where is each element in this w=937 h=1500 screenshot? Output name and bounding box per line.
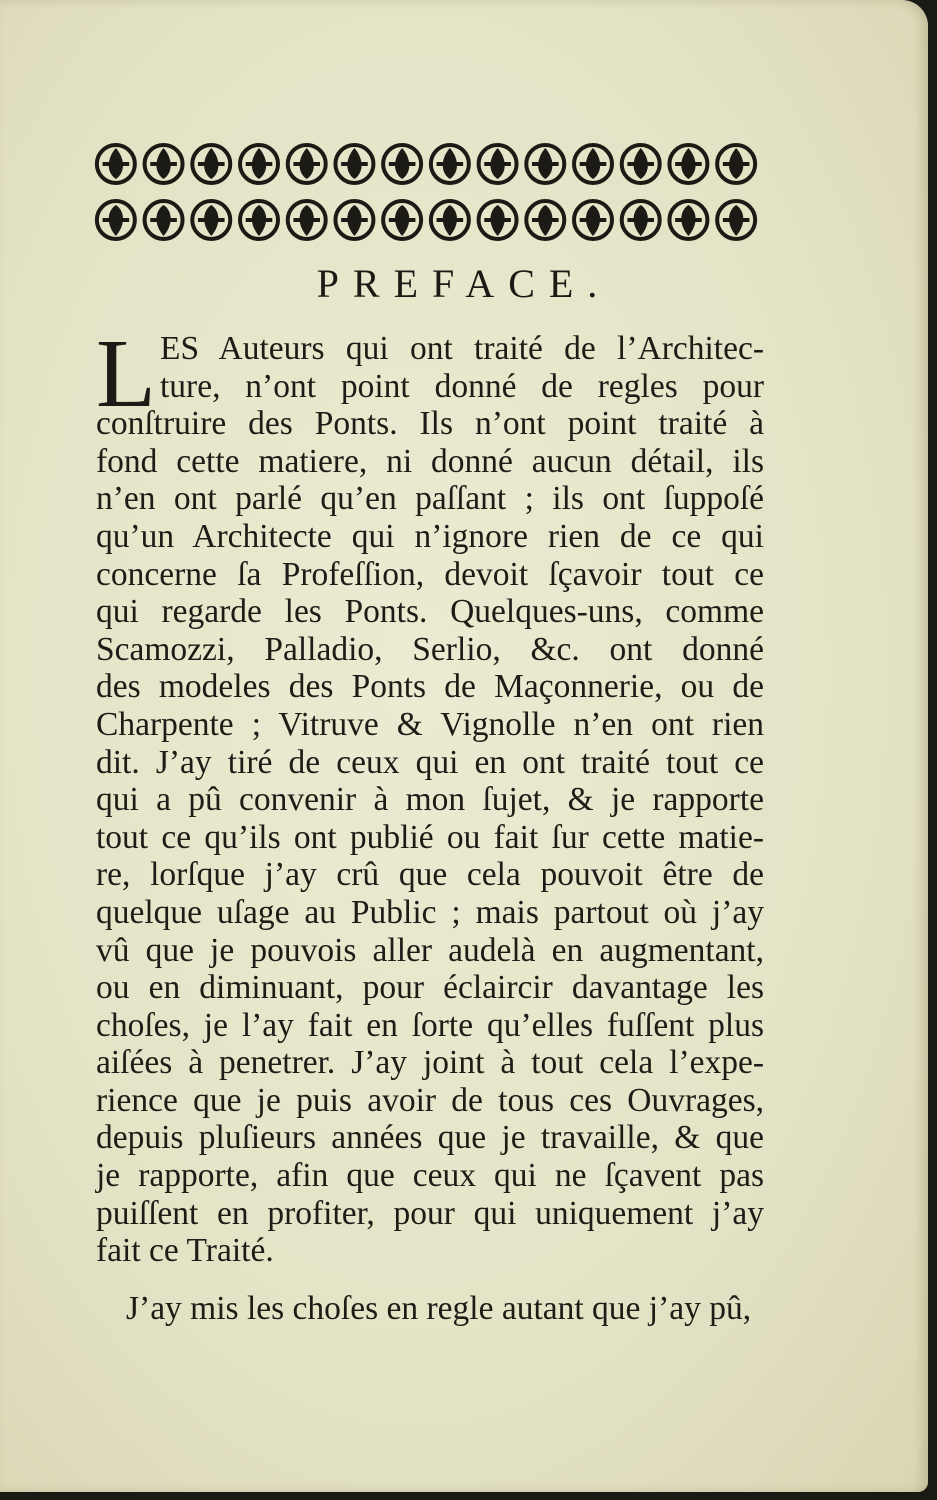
ornamental-header-band	[92, 136, 760, 248]
text-line: choſes, je l’ay fait en ſorte qu’elles fuſſent plus	[96, 1006, 764, 1044]
text-line: je rapporte, afin que ceux qui ne ſçavent pas	[96, 1157, 764, 1195]
text-line: vû que je pouvois aller audelà en augmentant,	[96, 931, 764, 969]
text-line: concerne ſa Profeſſion, devoit ſçavoir tout ce	[96, 555, 764, 593]
text-line: des modeles des Ponts de Maçonnerie, ou de	[96, 668, 764, 706]
text-line: Charpente ; Vitruve & Vignolle n’en ont rien	[96, 705, 764, 743]
text-line: qui a pû convenir à mon ſujet, & je rapporte	[96, 781, 764, 819]
text-line: ou en diminuant, pour éclaircir davantage les	[96, 969, 764, 1007]
text-line: rience que je puis avoir de tous ces Ouvrages,	[96, 1081, 764, 1119]
paragraph-2: J’ay mis les choſes en regle autant que j’ay pû,	[126, 1290, 752, 1327]
text-line: qu’un Architecte qui n’ignore rien de ce qui	[96, 517, 764, 555]
text-line: n’en ont parlé qu’en paſſant ; ils ont ſuppoſé	[96, 480, 764, 518]
text-line: dit. J’ay tiré de ceux qui en ont traité tout ce	[96, 743, 764, 781]
text-line: quelque uſage au Public ; mais partout où j’ay	[96, 893, 764, 931]
text-line: re, lorſque j’ay crû que cela pouvoit être de	[96, 856, 764, 894]
text-line: tout ce qu’ils ont publié ou fait ſur cette matie-	[96, 818, 764, 856]
text-line: Scamozzi, Palladio, Serlio, &c. ont donné	[96, 630, 764, 668]
text-line: ture, n’ont point donné de regles pour	[160, 367, 764, 405]
text-line: ES Auteurs qui ont traité de l’Architec-	[160, 330, 764, 367]
drop-cap: L	[96, 320, 156, 428]
text-line: fond cette matiere, ni donné aucun détail, ils	[96, 442, 764, 480]
text-line: depuis pluſieurs années que je travaille, & que	[96, 1119, 764, 1157]
text-line: aiſées à penetrer. J’ay joint à tout cela l’expe-	[96, 1044, 764, 1082]
text-line: puiſſent en profiter, pour qui uniquement j’ay	[96, 1194, 764, 1232]
page-title: PREFACE.	[316, 261, 612, 306]
text-line: fait ce Traité.	[96, 1232, 274, 1270]
fleuron-icon	[92, 136, 760, 248]
text-line: conſtruire des Ponts. Ils n’ont point traité à	[96, 405, 764, 443]
paragraph-1	[96, 320, 764, 1270]
text-line: qui regarde les Ponts. Quelques-uns, comme	[96, 593, 764, 631]
